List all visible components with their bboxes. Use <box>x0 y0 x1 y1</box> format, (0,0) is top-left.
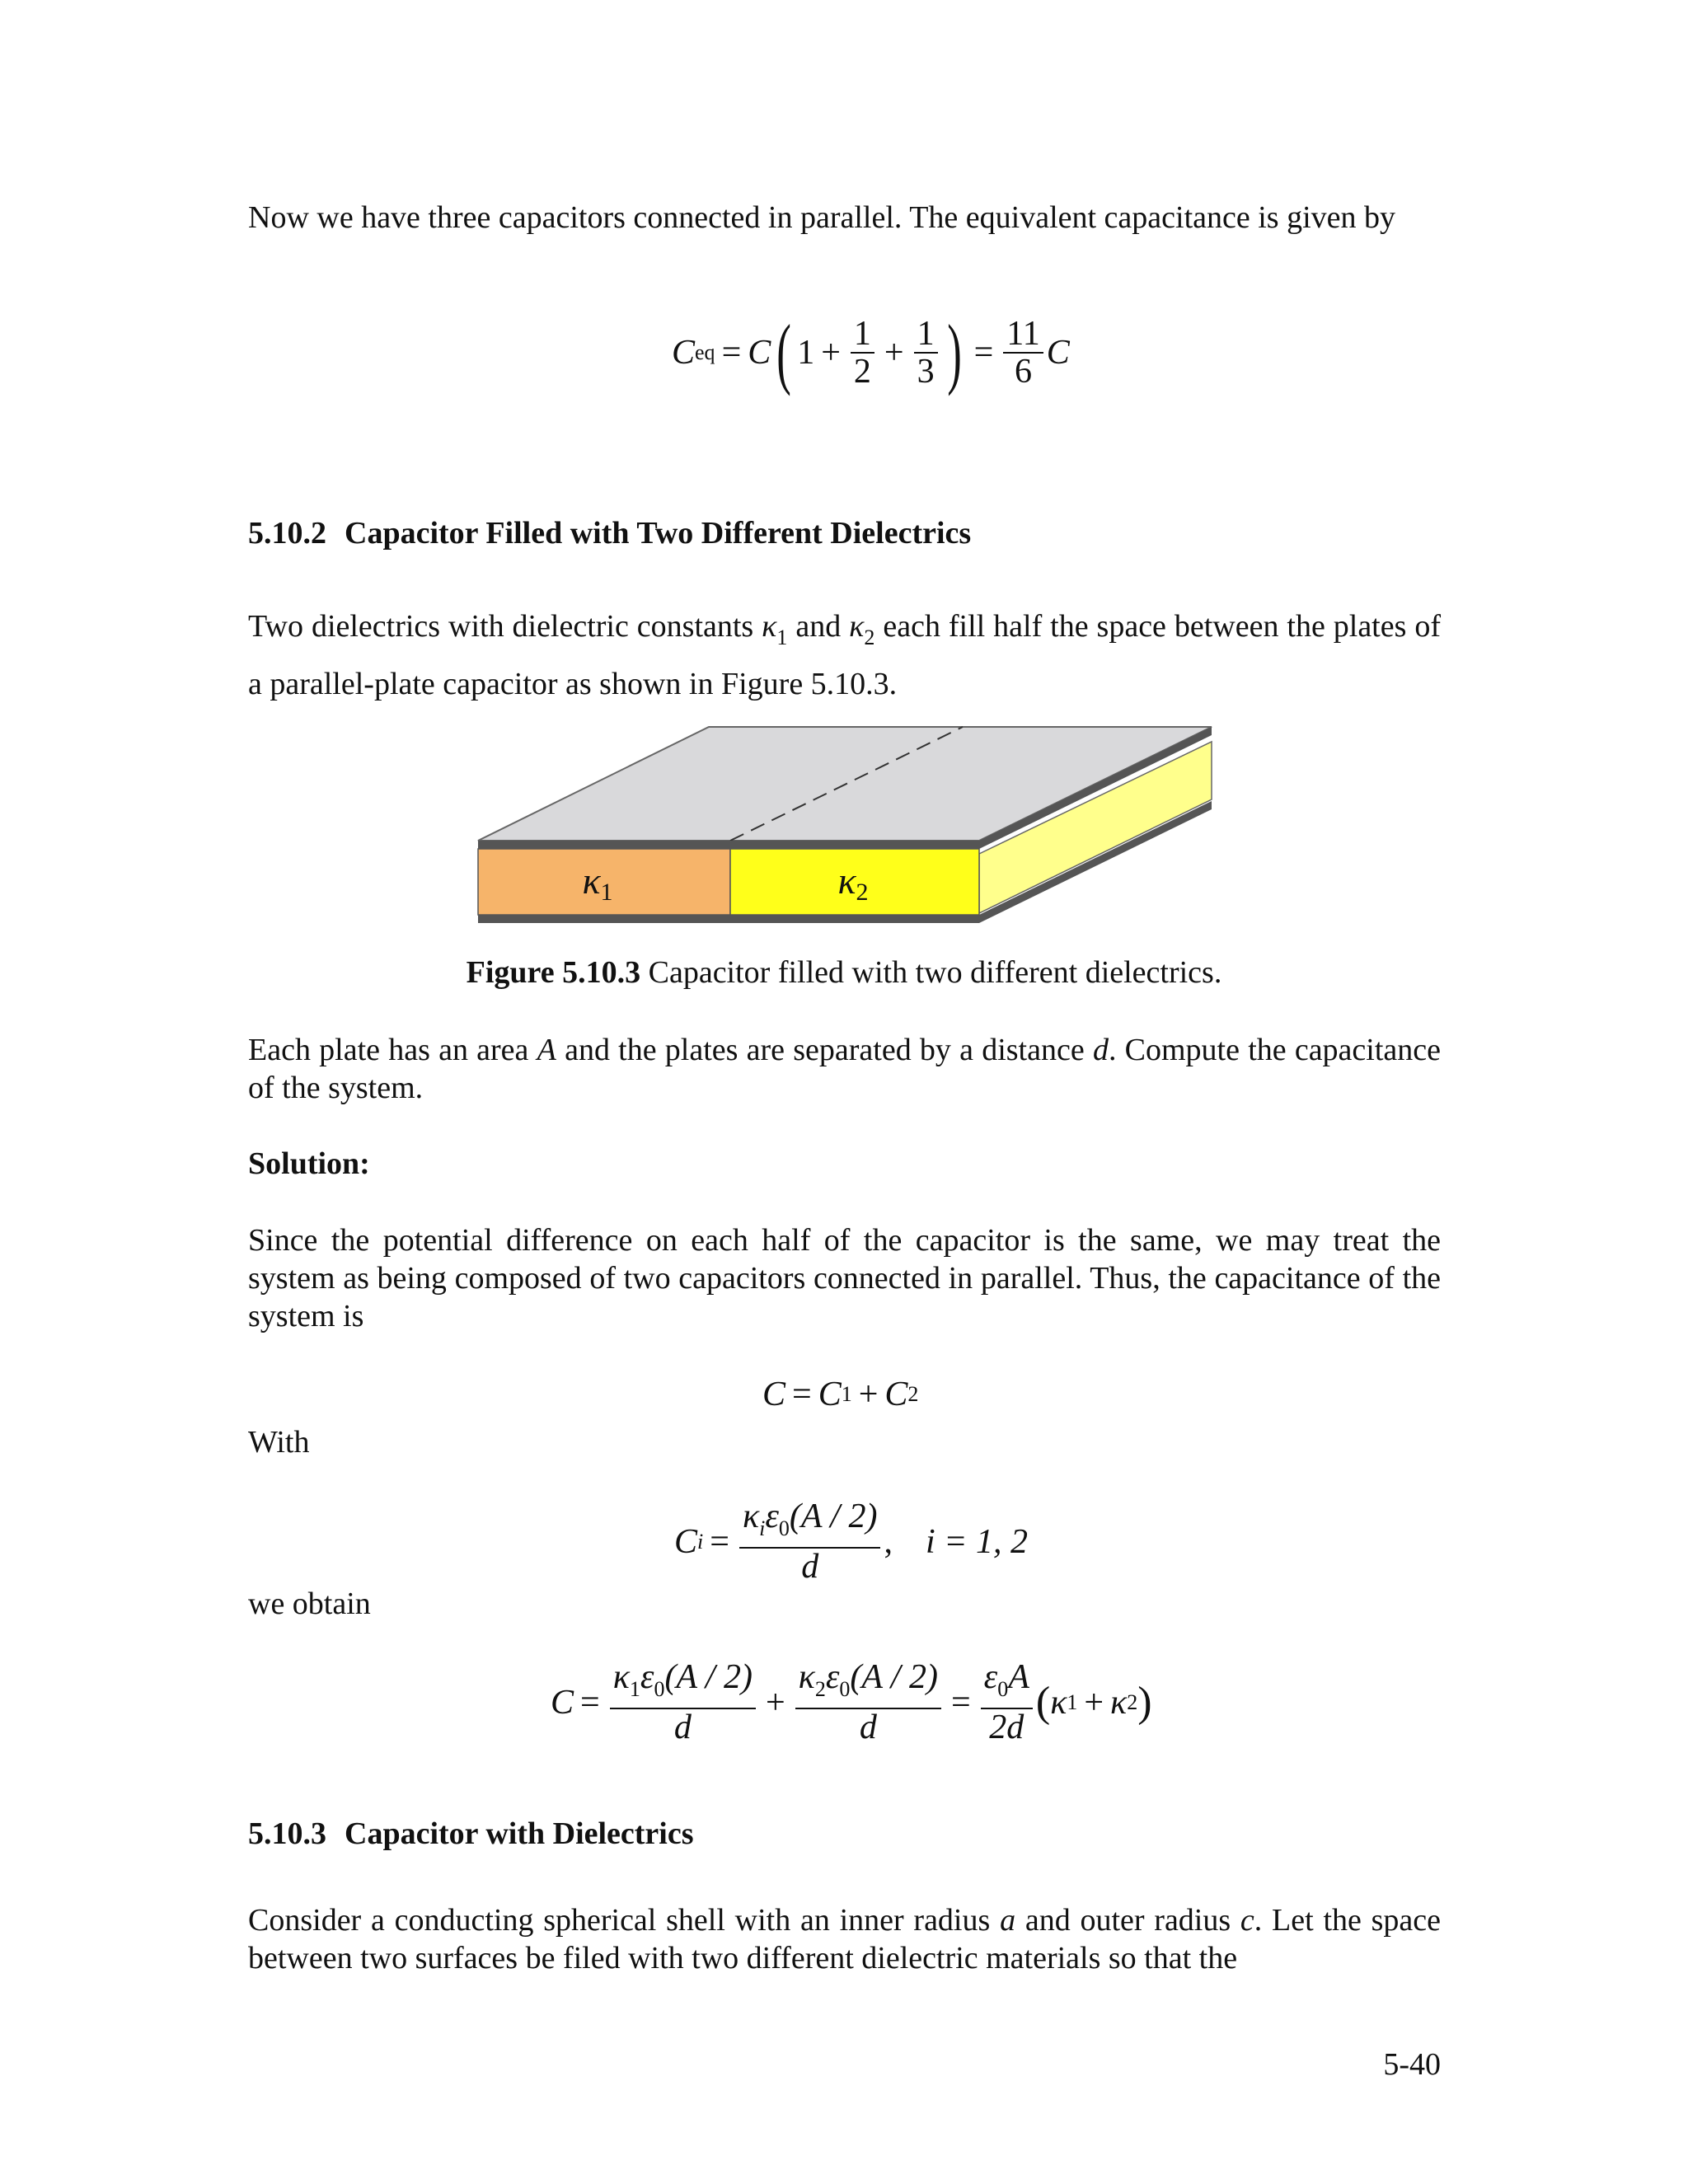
figure-caption-text: Capacitor filled with two different dielectrics. <box>648 955 1222 990</box>
final-text-1: Consider a conducting spherical shell with an inner radius <box>248 1903 991 1938</box>
eq4-t1-eps: ε <box>640 1658 654 1696</box>
final-text-3: . Let the space between two surfaces be filed with two different dielectric materials so that the <box>248 1903 1442 1975</box>
eq1-right-paren: ) <box>946 308 962 396</box>
solution-paragraph: Since the potential difference on each half of the capacitor is the same, we may treat the system as being composed of two capacitors connected in parallel. Thus, the capacitance of the system is <box>248 1223 1441 1333</box>
eq1-frac-result <box>1003 316 1043 390</box>
eq1-f1-num: 1 <box>851 316 874 354</box>
eq4-t2-num <box>795 1659 941 1709</box>
front-top-plate <box>478 841 979 849</box>
equation-ci <box>674 1498 1028 1585</box>
section-2-number: 5.10.3 <box>248 1816 326 1851</box>
eq4-term-2 <box>795 1659 941 1746</box>
final-outer-radius: c <box>1240 1903 1254 1938</box>
eq1-frac-third <box>914 316 938 390</box>
eq1-f2-den: 3 <box>917 353 935 391</box>
eq3-condition: i = 1, 2 <box>925 1522 1028 1561</box>
eq1-plus-1: + <box>821 334 841 372</box>
section-number: 5.10.2 <box>248 516 326 551</box>
eq4-kappa-1-sub: 1 <box>1067 1690 1078 1714</box>
eq2-c2: C <box>884 1376 908 1413</box>
eq3-eps-sub: 0 <box>778 1516 790 1540</box>
eq2-c2-sub: 2 <box>907 1382 919 1406</box>
eq4-open-paren: ( <box>1035 1679 1051 1726</box>
section-heading-5-10-2 <box>248 515 971 551</box>
eq3-equals: = <box>710 1522 729 1561</box>
eq4-kappa-1: κ <box>1050 1683 1067 1722</box>
eq1-left-paren: ( <box>776 308 792 396</box>
section-heading-5-10-3 <box>248 1816 694 1852</box>
eq4-t1-eps-sub: 0 <box>654 1677 665 1701</box>
with-label: With <box>248 1425 310 1460</box>
eq4-t3-area: A <box>1008 1658 1029 1696</box>
equation-equivalent-capacitance <box>672 308 1070 396</box>
eq4-plus-2: + <box>1084 1683 1104 1722</box>
given-paragraph <box>248 1031 1441 1107</box>
problem-text-1: Two dielectrics with dielectric constants <box>248 609 754 644</box>
eq4-t3-num <box>981 1659 1033 1709</box>
final-inner-radius: a <box>1000 1903 1016 1938</box>
given-text-3: . Compute the capacitance of the system. <box>248 1033 1442 1105</box>
eq4-t1-kappa-sub: 1 <box>629 1677 640 1701</box>
eq2-c: C <box>762 1376 786 1413</box>
eq3-lhs-sub: i <box>697 1529 704 1554</box>
eq4-kappa-2-sub: 2 <box>1127 1690 1138 1714</box>
eq2-c1: C <box>818 1376 842 1413</box>
eq2-plus: + <box>858 1376 879 1413</box>
eq4-term-3 <box>981 1659 1033 1746</box>
eq4-t1-kappa: κ <box>612 1658 630 1696</box>
given-distance-symbol: d <box>1092 1033 1109 1067</box>
eq1-equals: = <box>721 334 742 372</box>
kappa-2-symbol: κ <box>849 609 865 644</box>
section-title: Capacitor Filled with Two Different Dielectrics <box>345 516 972 551</box>
eq1-lhs-sub: eq <box>695 340 715 364</box>
eq2-equals: = <box>792 1376 812 1413</box>
eq1-frac-half <box>851 316 874 390</box>
eq4-t2-kappa: κ <box>798 1658 815 1696</box>
eq3-comma: , <box>884 1522 893 1561</box>
figure-caption-label: Figure 5.10.3 <box>466 955 641 990</box>
eq4-t1-paren: (A / 2) <box>664 1658 753 1696</box>
eq1-r-num: 11 <box>1003 316 1043 354</box>
figure-caption <box>0 954 1688 991</box>
problem-and: and <box>795 609 842 644</box>
label-kappa-2: κ2 <box>837 860 869 906</box>
eq4-kappa-2: κ <box>1110 1683 1128 1722</box>
eq4-equals-2: = <box>950 1683 971 1722</box>
problem-text-2: each fill half the space between the plates of a parallel-plate capacitor as shown in Figure 5.10.3. <box>248 609 1441 701</box>
capacitor-figure <box>470 717 1220 923</box>
page-number: 5-40 <box>1383 2047 1441 2082</box>
eq1-equals-2: = <box>973 334 994 372</box>
eq4-t2-den: d <box>859 1708 877 1746</box>
eq1-plus-2: + <box>884 334 904 372</box>
given-text-1: Each plate has an area <box>248 1033 529 1067</box>
eq4-t3-eps-sub: 0 <box>997 1677 1009 1701</box>
kappa-1-symbol: κ <box>762 609 777 644</box>
eq1-lhs: C <box>672 334 696 372</box>
eq4-plus: + <box>765 1683 785 1722</box>
eq3-denominator: d <box>801 1548 819 1586</box>
eq3-kappa: κ <box>742 1497 760 1535</box>
eq1-one: 1 <box>797 334 815 372</box>
eq1-f1-den: 2 <box>853 353 871 391</box>
eq3-fraction <box>739 1498 881 1585</box>
eq3-paren: (A / 2) <box>789 1497 878 1535</box>
eq4-term-1 <box>610 1659 756 1746</box>
eq1-r-den: 6 <box>1014 353 1032 391</box>
eq4-t2-paren: (A / 2) <box>850 1658 938 1696</box>
eq3-numerator <box>739 1498 881 1549</box>
front-bottom-plate <box>478 915 979 923</box>
kappa-2-sub: 2 <box>864 626 875 649</box>
eq3-lhs: C <box>674 1522 698 1561</box>
eq3-kappa-sub: i <box>759 1516 766 1540</box>
label-kappa-1: κ1 <box>582 860 613 906</box>
eq4-t1-den: d <box>673 1708 692 1746</box>
eq4-t2-eps-sub: 0 <box>839 1677 851 1701</box>
solution-label: Solution: <box>248 1146 370 1181</box>
eq1-r-c: C <box>1046 334 1070 372</box>
given-text-2: and the plates are separated by a distance <box>565 1033 1085 1067</box>
given-area-symbol: A <box>537 1033 556 1067</box>
section-2-title: Capacitor with Dielectrics <box>345 1816 694 1851</box>
final-text-2: and outer radius <box>1025 1903 1231 1938</box>
final-paragraph <box>248 1901 1441 1977</box>
kappa-1-sub: 1 <box>776 626 788 649</box>
eq4-t3-den: 2d <box>989 1708 1025 1746</box>
eq4-c: C <box>551 1683 574 1722</box>
equation-final-capacitance <box>551 1659 1152 1746</box>
eq4-close-paren: ) <box>1137 1679 1152 1726</box>
eq4-t3-eps: ε <box>983 1658 998 1696</box>
eq4-equals: = <box>580 1683 600 1722</box>
eq1-c: C <box>748 334 771 372</box>
eq4-t2-eps: ε <box>825 1658 840 1696</box>
equation-parallel-sum <box>762 1375 918 1414</box>
eq2-c1-sub: 1 <box>841 1382 852 1406</box>
problem-paragraph <box>248 603 1441 707</box>
intro-paragraph: Now we have three capacitors connected in parallel. The equivalent capacitance is given by <box>248 200 1396 235</box>
eq1-f2-num: 1 <box>914 316 938 354</box>
eq4-t2-kappa-sub: 2 <box>814 1677 826 1701</box>
eq3-eps: ε <box>765 1497 779 1535</box>
obtain-label: we obtain <box>248 1586 371 1621</box>
eq4-t1-num <box>610 1659 756 1709</box>
